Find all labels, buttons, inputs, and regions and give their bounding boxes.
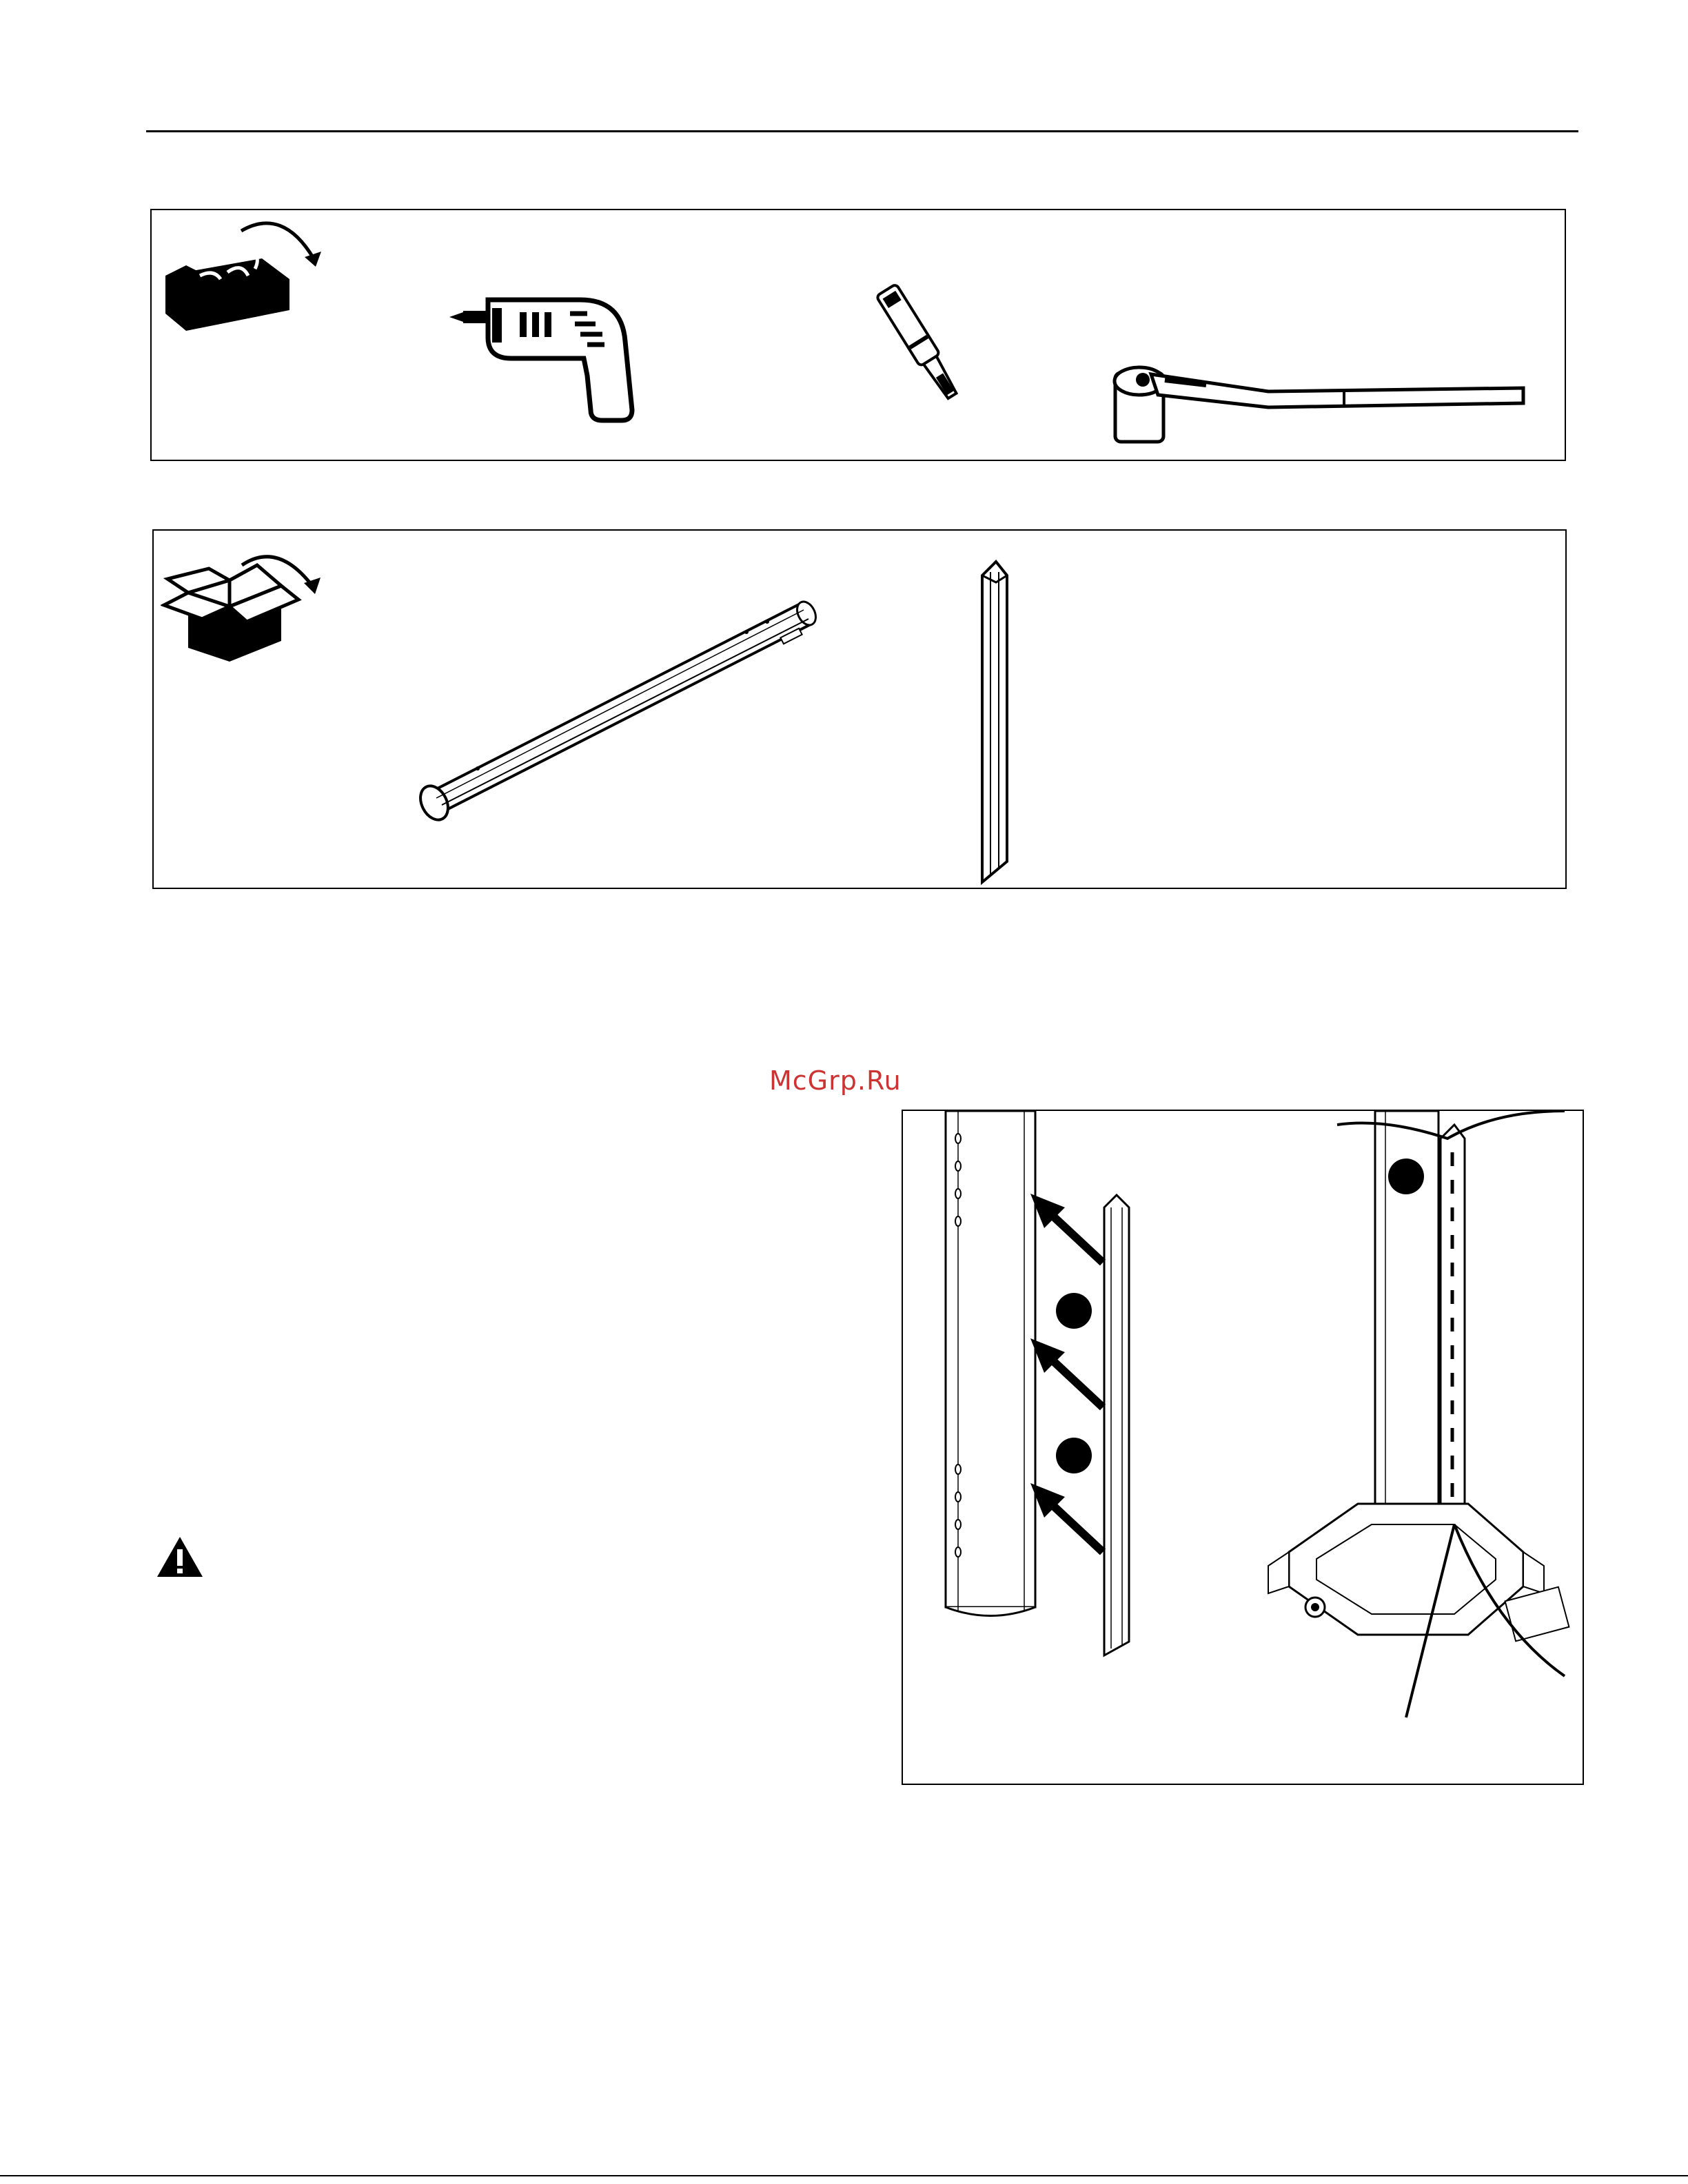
cable-cover-strip-icon: [967, 558, 1015, 889]
parts-box-icon: [161, 538, 326, 675]
assembly-figure: [902, 1110, 1584, 1785]
tools-panel: [150, 209, 1566, 461]
step-marker-3: [1388, 1159, 1424, 1194]
assembly-illustration: [903, 1111, 1583, 1784]
toolbox-icon: [159, 210, 324, 341]
footer-rule: [0, 2175, 1688, 2176]
watermark-text: McGrp.Ru: [769, 1065, 902, 1096]
extension-column-icon: [416, 586, 843, 834]
warning-icon: [156, 1535, 204, 1578]
drill-icon: [449, 293, 656, 431]
hex-bit-adapter-icon: [855, 276, 993, 421]
ratchet-socket-wrench-icon: [1110, 360, 1537, 450]
step-marker-2: [1056, 1438, 1092, 1473]
header-rule: [146, 130, 1578, 132]
step-marker-1: [1056, 1293, 1092, 1329]
parts-panel: [152, 529, 1567, 889]
